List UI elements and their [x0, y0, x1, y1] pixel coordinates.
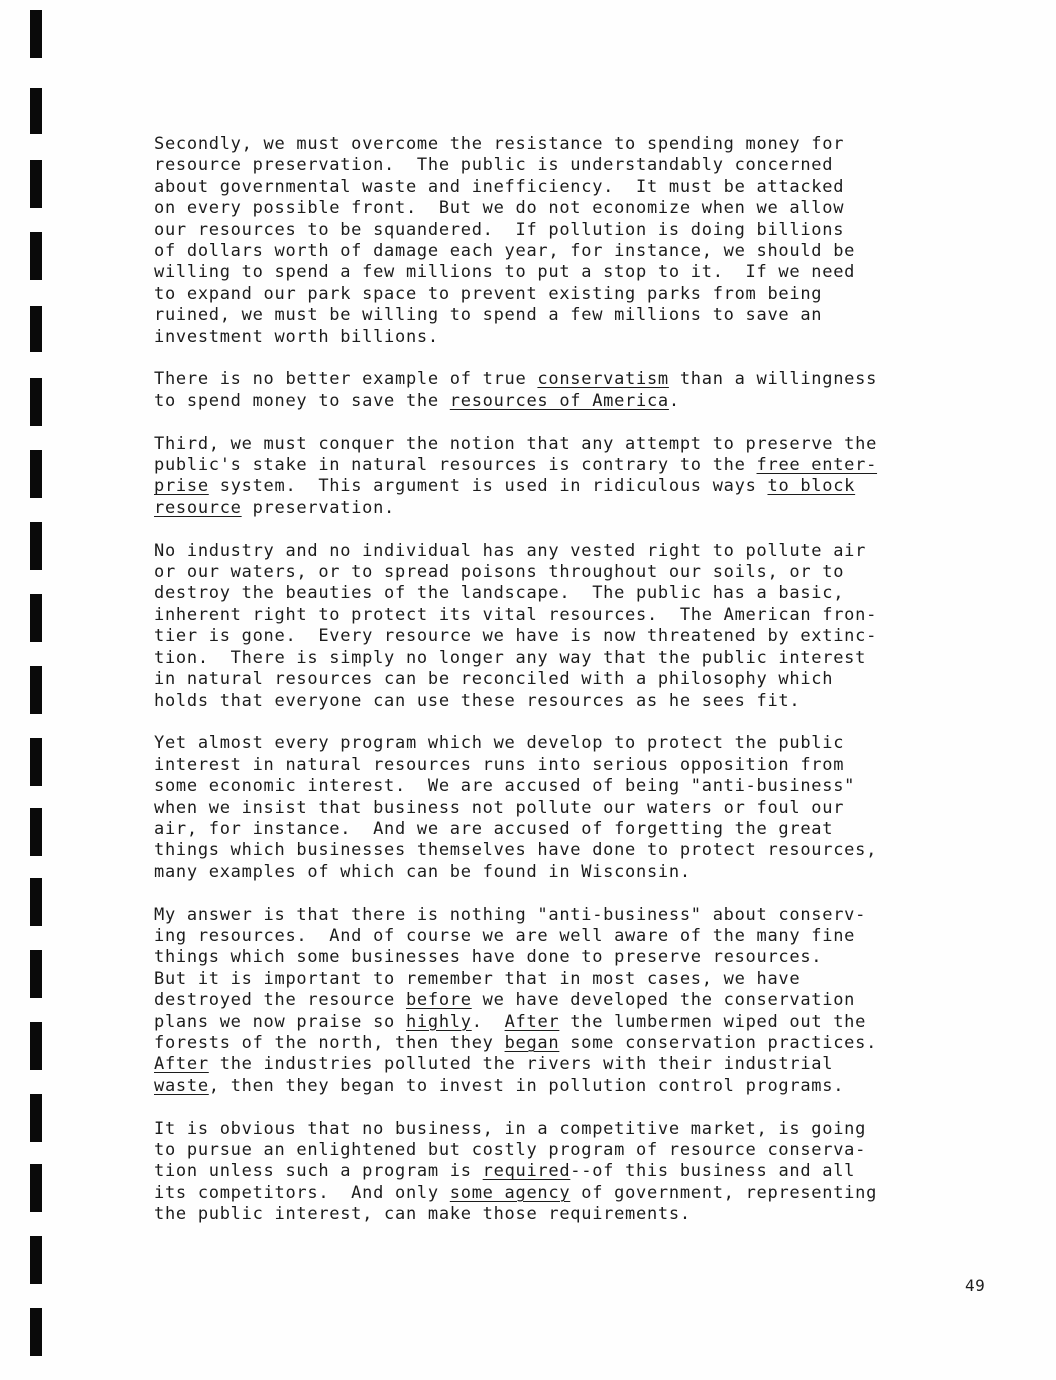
underlined-text: resources of America — [449, 390, 669, 411]
underlined-text: conservatism — [537, 369, 669, 390]
text-segment: willing to spend a few millions to put a stop to it. If we need — [154, 262, 856, 283]
text-segment: to pursue an enlightened but costly program of resource conserva- — [154, 1140, 867, 1160]
underlined-text: before — [405, 990, 472, 1011]
underlined-text: highly — [405, 1011, 472, 1032]
text-line — [154, 755, 1014, 776]
text-line — [154, 134, 1014, 155]
paragraph — [154, 434, 1014, 520]
text-line — [154, 541, 1014, 562]
text-line — [154, 669, 1014, 690]
text-line — [154, 648, 1014, 669]
text-segment: things which businesses themselves have done to protect resources, — [154, 840, 878, 861]
text-segment: things which some businesses have done to preserve resources. — [154, 947, 823, 968]
text-line — [154, 626, 1014, 647]
text-segment: plans we now praise so — [154, 1011, 406, 1032]
text-line — [154, 198, 1014, 219]
text-segment: we have developed the conservation — [471, 990, 856, 1011]
text-segment: to expand our park space to prevent existing parks from being — [154, 283, 823, 304]
text-line — [154, 391, 1014, 412]
text-segment: its competitors. And only — [154, 1182, 450, 1203]
binding-hole-marks — [30, 0, 44, 1380]
text-segment: Third, we must conquer the notion that any attempt to preserve the — [154, 433, 878, 454]
text-line — [154, 691, 1014, 712]
binding-mark — [30, 10, 42, 58]
text-line — [154, 798, 1014, 819]
text-line — [154, 284, 1014, 305]
text-line — [154, 1183, 1014, 1204]
text-line — [154, 905, 1014, 926]
text-segment: many examples of which can be found in Wisconsin. — [154, 861, 691, 882]
text-segment: forests of the north, then they — [154, 1032, 505, 1053]
text-segment: investment worth billions. — [154, 326, 439, 347]
text-line — [154, 434, 1014, 455]
binding-mark — [30, 1236, 42, 1284]
text-segment: It is obvious that no business, in a competitive market, is going — [154, 1118, 867, 1139]
text-line — [154, 220, 1014, 241]
text-line — [154, 177, 1014, 198]
text-segment: tier is gone. Every resource we have is now threatened by extinc- — [154, 626, 878, 647]
text-line — [154, 733, 1014, 754]
text-line — [154, 369, 1014, 390]
paragraph — [154, 541, 1014, 712]
text-line — [154, 498, 1014, 519]
text-segment: inherent right to protect its vital resources. The American fron- — [154, 604, 878, 625]
binding-mark — [30, 666, 42, 714]
binding-mark — [30, 1308, 42, 1356]
text-segment: preservation. — [241, 497, 396, 518]
text-segment: interest in natural resources runs into serious opposition from — [154, 754, 845, 775]
text-line — [154, 926, 1014, 947]
underlined-text: free enter- — [756, 455, 878, 476]
page-number: 49 — [965, 1276, 986, 1295]
underlined-text: some agency — [449, 1182, 571, 1203]
paragraph — [154, 905, 1014, 1098]
binding-mark — [30, 1022, 42, 1070]
text-line — [154, 305, 1014, 326]
text-segment: or our waters, or to spread poisons throughout our soils, or to — [154, 562, 845, 583]
text-segment: Secondly, we must overcome the resistance to spending money for — [154, 134, 845, 154]
text-segment: when we insist that business not pollute our waters or foul our — [154, 797, 845, 818]
text-line — [154, 1076, 1014, 1097]
text-line — [154, 1204, 1014, 1225]
text-segment: Yet almost every program which we develop to protect the public — [154, 733, 845, 754]
binding-mark — [30, 306, 42, 352]
text-segment: holds that everyone can use these resources as he sees fit. — [154, 690, 801, 711]
underlined-text: resource — [154, 497, 242, 518]
text-line — [154, 155, 1014, 176]
text-line — [154, 1054, 1014, 1075]
text-segment: , then they began to invest in pollution control programs. — [208, 1075, 845, 1096]
text-segment: some economic interest. We are accused of being "anti-business" — [154, 776, 856, 797]
underlined-text: required — [482, 1161, 571, 1182]
binding-mark — [30, 808, 42, 856]
text-line — [154, 990, 1014, 1011]
text-segment: the industries polluted the rivers with their industrial — [208, 1054, 834, 1075]
text-segment: to spend money to save the — [154, 390, 450, 411]
text-line — [154, 583, 1014, 604]
text-segment: tion. There is simply no longer any way that the public interest — [154, 647, 867, 668]
text-segment: system. This argument is used in ridiculous ways — [208, 476, 768, 497]
text-segment: But it is important to remember that in most cases, we have — [154, 968, 801, 989]
paragraph — [154, 369, 1014, 412]
binding-mark — [30, 878, 42, 926]
text-line — [154, 1161, 1014, 1182]
underlined-text: began — [504, 1032, 560, 1053]
text-line — [154, 862, 1014, 883]
text-line — [154, 819, 1014, 840]
text-line — [154, 562, 1014, 583]
text-segment: My answer is that there is nothing "anti-business" about conserv- — [154, 904, 867, 925]
binding-mark — [30, 1164, 42, 1212]
text-line — [154, 476, 1014, 497]
text-segment: destroyed the resource — [154, 990, 406, 1011]
text-segment: public's stake in natural resources is contrary to the — [154, 455, 757, 476]
text-segment: destroy the beauties of the landscape. The public has a basic, — [154, 583, 845, 604]
text-segment: ruined, we must be willing to spend a few millions to save an — [154, 305, 823, 326]
text-segment: our resources to be squandered. If pollution is doing billions — [154, 219, 845, 240]
binding-mark — [30, 232, 42, 280]
text-segment: resource preservation. The public is understandably concerned — [154, 155, 834, 176]
text-segment: There is no better example of true — [154, 369, 538, 390]
binding-mark — [30, 88, 42, 134]
paragraph — [154, 134, 1014, 348]
text-segment: . — [668, 390, 680, 411]
binding-mark — [30, 160, 42, 208]
text-segment: No industry and no individual has any vested right to pollute air — [154, 540, 867, 561]
text-line — [154, 1033, 1014, 1054]
binding-mark — [30, 950, 42, 998]
underlined-text: to block — [767, 476, 856, 497]
text-segment: the public interest, can make those requirements. — [154, 1204, 691, 1225]
text-segment: of dollars worth of damage each year, for instance, we should be — [154, 241, 856, 262]
text-segment: tion unless such a program is — [154, 1161, 483, 1182]
text-segment: . — [471, 1011, 505, 1032]
text-line — [154, 241, 1014, 262]
underlined-text: prise — [154, 476, 209, 497]
underlined-text: After — [504, 1011, 560, 1032]
text-segment: the lumbermen wiped out the — [559, 1011, 867, 1032]
text-line — [154, 262, 1014, 283]
text-segment: of government, representing — [570, 1182, 878, 1203]
text-segment: on every possible front. But we do not economize when we allow — [154, 198, 845, 219]
paragraph — [154, 1119, 1014, 1226]
text-line — [154, 1119, 1014, 1140]
text-line — [154, 840, 1014, 861]
text-segment: in natural resources can be reconciled with a philosophy which — [154, 669, 834, 690]
text-segment: air, for instance. And we are accused of forgetting the great — [154, 818, 834, 839]
body-text — [154, 134, 1014, 1247]
text-line — [154, 969, 1014, 990]
text-segment: than a willingness — [668, 369, 878, 390]
binding-mark — [30, 378, 42, 426]
text-segment: --of this business and all — [570, 1161, 856, 1182]
paragraph — [154, 733, 1014, 883]
text-line — [154, 947, 1014, 968]
binding-mark — [30, 738, 42, 786]
text-segment: some conservation practices. — [559, 1032, 878, 1053]
text-line — [154, 1012, 1014, 1033]
underlined-text: After — [154, 1054, 209, 1075]
text-line — [154, 776, 1014, 797]
text-line — [154, 455, 1014, 476]
text-line — [154, 327, 1014, 348]
underlined-text: waste — [154, 1075, 209, 1096]
binding-mark — [30, 450, 42, 498]
text-segment: about governmental waste and inefficiency. It must be attacked — [154, 176, 845, 197]
binding-mark — [30, 522, 42, 570]
binding-mark — [30, 1094, 42, 1142]
text-line — [154, 1140, 1014, 1161]
text-segment: ing resources. And of course we are well aware of the many fine — [154, 925, 856, 946]
text-line — [154, 605, 1014, 626]
binding-mark — [30, 594, 42, 642]
